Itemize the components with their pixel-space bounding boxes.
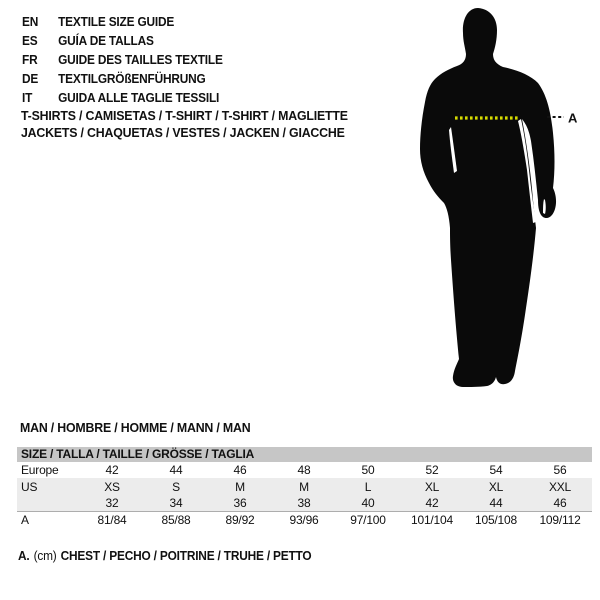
size-cell: 101/104 <box>411 513 453 527</box>
table-row-us <box>17 478 592 495</box>
language-code: EN <box>22 14 39 29</box>
size-cell: 34 <box>169 496 183 510</box>
section-title-man: MAN / HOMBRE / HOMME / MANN / MAN <box>20 420 251 435</box>
size-cell: 40 <box>361 496 375 510</box>
size-cell: 81/84 <box>97 513 127 527</box>
category-jackets: JACKETS / CHAQUETAS / VESTES / JACKEN / GIACCHE <box>21 124 345 140</box>
size-cell: 42 <box>425 496 439 510</box>
language-list <box>22 12 223 107</box>
size-cell: XL <box>488 479 504 494</box>
language-row-de <box>22 69 223 88</box>
table-row-alt-sizes <box>17 495 592 511</box>
man-figure <box>400 0 600 410</box>
language-label: GUIDE DES TAILLES TEXTILE <box>58 52 223 67</box>
size-cell: 56 <box>553 463 567 477</box>
size-cell: XS <box>104 479 120 494</box>
language-code: IT <box>22 90 33 105</box>
size-cell: 48 <box>297 463 311 477</box>
table-row-chest-cm <box>17 511 592 528</box>
size-cell: XXL <box>548 479 572 494</box>
row-label: Europe <box>21 463 59 477</box>
size-cell: L <box>364 479 372 494</box>
row-label: US <box>21 479 38 494</box>
language-code: FR <box>22 52 38 67</box>
size-cell: 44 <box>489 496 503 510</box>
size-cell: 105/108 <box>475 513 517 527</box>
size-cell: 46 <box>553 496 567 510</box>
measure-label-a: A <box>568 110 578 126</box>
size-cell: M <box>299 479 309 494</box>
measurement-footnote <box>18 549 311 563</box>
footnote-text: CHEST / PECHO / POITRINE / TRUHE / PETTO <box>60 549 312 563</box>
language-label: GUIDA ALLE TAGLIE TESSILI <box>58 90 220 105</box>
man-silhouette <box>400 0 600 410</box>
size-cell: 54 <box>489 463 503 477</box>
size-cell: 89/92 <box>225 513 255 527</box>
row-label: A <box>21 513 29 527</box>
size-cell: 44 <box>169 463 183 477</box>
footnote-prefix: A. <box>18 549 30 563</box>
table-row-europe <box>17 462 592 478</box>
language-label: TEXTILGRÖßENFÜHRUNG <box>58 71 206 86</box>
size-cell: 42 <box>105 463 119 477</box>
category-tshirts: T-SHIRTS / CAMISETAS / T-SHIRT / T-SHIRT / MAGLIETTE <box>21 108 348 123</box>
size-table-header: SIZE / TALLA / TAILLE / GRÖSSE / TAGLIA <box>17 447 592 462</box>
language-row-it <box>22 88 223 107</box>
size-cell: S <box>172 479 180 494</box>
language-label: GUÍA DE TALLAS <box>58 33 154 48</box>
size-cell: 50 <box>361 463 375 477</box>
size-cell: 32 <box>105 496 119 510</box>
language-row-en <box>22 12 223 31</box>
size-cell: 52 <box>425 463 439 477</box>
size-cell: 36 <box>233 496 247 510</box>
language-code: ES <box>22 33 38 48</box>
size-table <box>17 447 592 528</box>
language-row-fr <box>22 50 223 69</box>
language-label: TEXTILE SIZE GUIDE <box>58 14 175 29</box>
size-cell: 85/88 <box>161 513 191 527</box>
size-cell: 93/96 <box>289 513 319 527</box>
garment-categories <box>21 108 348 141</box>
size-cell: 97/100 <box>350 513 386 527</box>
language-row-es <box>22 31 223 50</box>
size-cell: 38 <box>297 496 311 510</box>
size-cell: M <box>235 479 245 494</box>
size-cell: 109/112 <box>539 513 581 527</box>
language-code: DE <box>22 71 39 86</box>
size-cell: XL <box>424 479 440 494</box>
footnote-unit: (cm) <box>33 549 57 563</box>
size-cell: 46 <box>233 463 247 477</box>
